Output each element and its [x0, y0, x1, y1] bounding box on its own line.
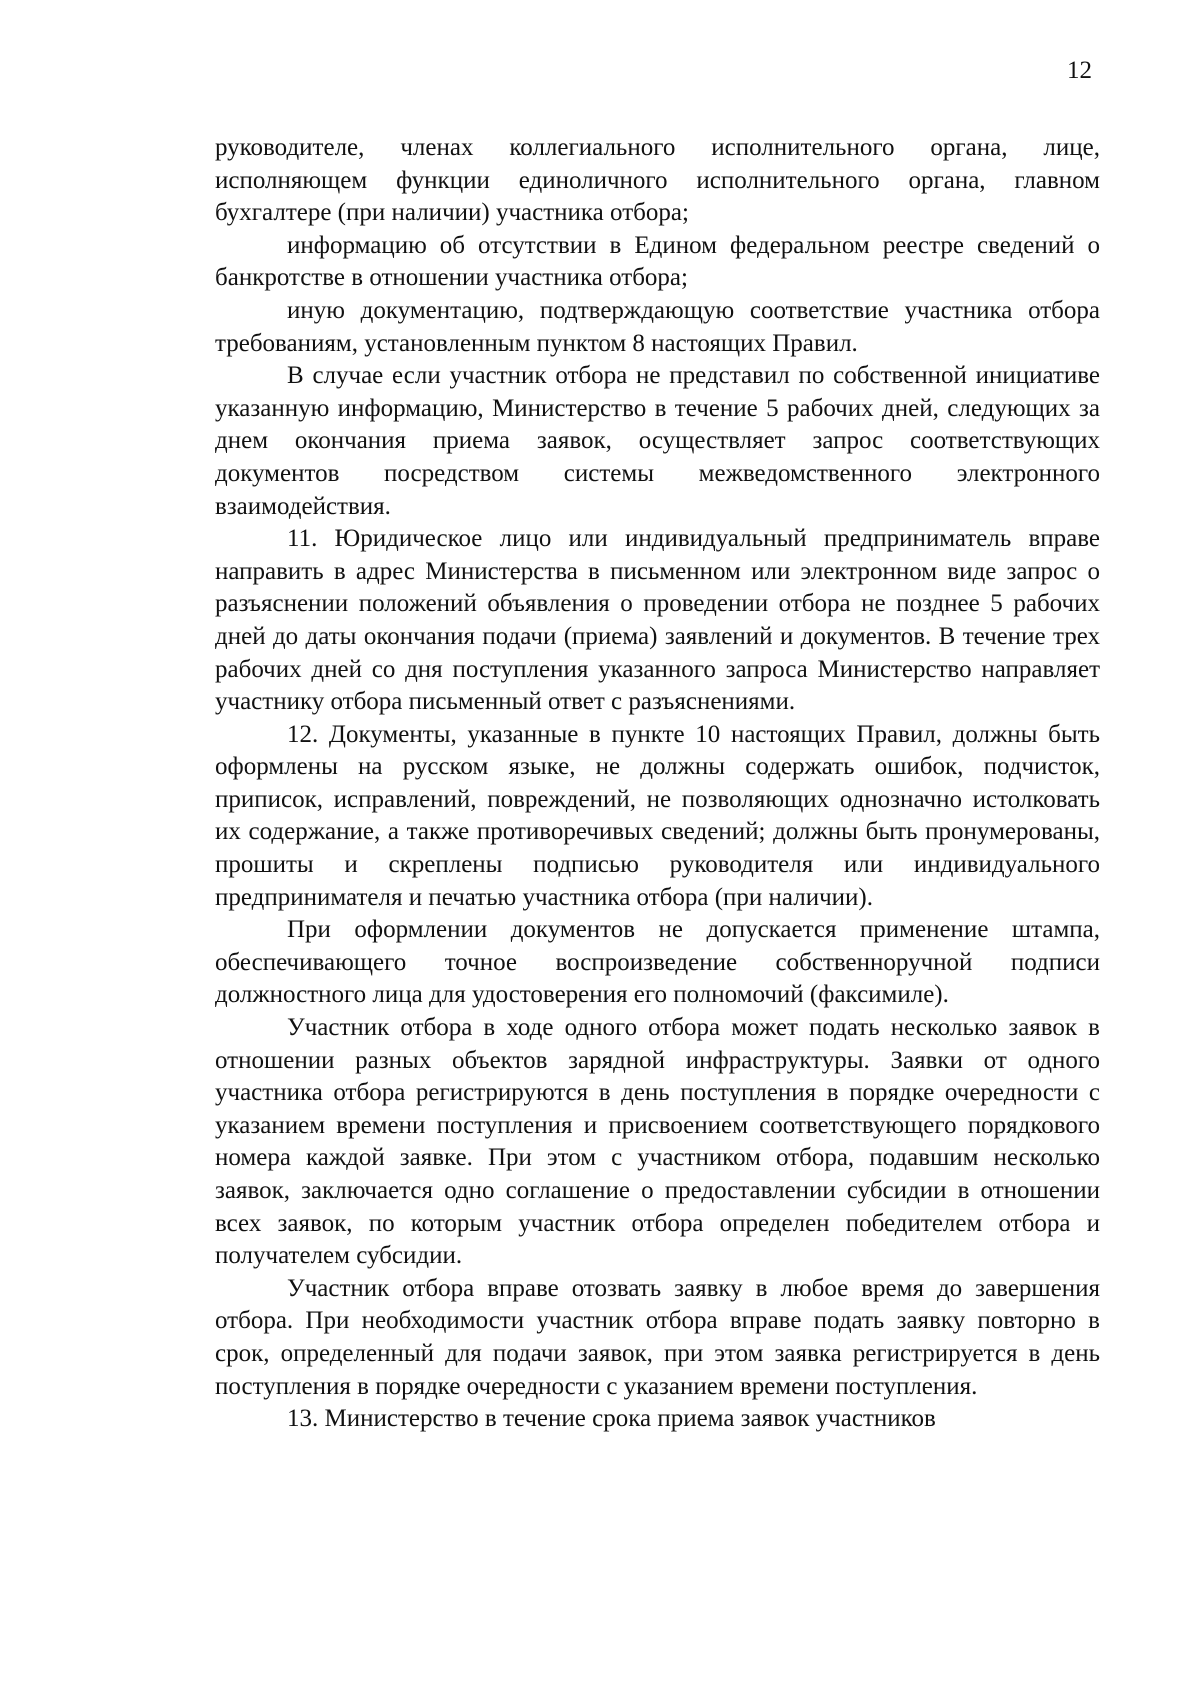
paragraph-clause-12: 12. Документы, указанные в пункте 10 настоящих Правил, должны быть оформлены на русском языке, не должны содержать ошибок, подчисток, приписок, исправлений, повреждений, не позволяющих однозначно истолковать их содержание, а также противоречивых сведений; должны быть пронумерованы, прошиты и скреплены подписью руководителя или индивидуального предпринимателя и печатью участника отбора (при наличии).: [215, 720, 1100, 911]
paragraph-withdraw-application: Участник отбора вправе отозвать заявку в любое время до завершения отбора. При необходимости участник отбора вправе подать заявку повторно в срок, определенный для подачи заявок, при этом заявка регистрируется в день поступления в порядке очередности с указанием времени поступления.: [215, 1274, 1100, 1400]
document-body: [215, 132, 1100, 1436]
paragraph-interagency-request: В случае если участник отбора не представил по собственной инициативе указанную информацию, Министерство в течение 5 рабочих дней, следующих за днем окончания приема заявок, осуществляет запрос соответствующих документов посредством системы межведомственного электронного взаимодействия.: [215, 362, 1100, 520]
paragraph-facsimile: При оформлении документов не допускается применение штампа, обеспечивающего точное воспроизведение собственноручной подписи должностного лица для удостоверения его полномочий (факсимиле).: [215, 916, 1100, 1009]
paragraph-multiple-applications: Участник отбора в ходе одного отбора может подать несколько заявок в отношении разных объектов зарядной инфраструктуры. Заявки от одного участника отбора регистрируются в день поступления в порядке очередности с указанием времени поступления и присвоением соответствующего порядкового номера каждой заявке. При этом с участником отбора, подавшим несколько заявок, заключается одно соглашение о предоставлении субсидии в отношении всех заявок, по которым участник отбора определен победителем отбора и получателем субсидии.: [215, 1014, 1100, 1270]
paragraph-clause-13: 13. Министерство в течение срока приема заявок участников: [287, 1405, 936, 1433]
paragraph-continued: руководителе, членах коллегиального исполнительного органа, лице, исполняющем функции единоличного исполнительного органа, главном бухгалтере (при наличии) участника отбора;: [215, 134, 1100, 227]
paragraph-other-documents: иную документацию, подтверждающую соответствие участника отбора требованиям, установленным пунктом 8 настоящих Правил.: [215, 296, 1100, 357]
paragraph-clause-11: 11. Юридическое лицо или индивидуальный предприниматель вправе направить в адрес Министерства в письменном или электронном виде запрос о разъяснении положений объявления о проведении отбора не позднее 5 рабочих дней до даты окончания подачи (приема) заявлений и документов. В течение трех рабочих дней со дня поступления указанного запроса Министерство направляет участнику отбора письменный ответ с разъяснениями.: [215, 525, 1100, 716]
page-number: 12: [1067, 57, 1092, 84]
paragraph-bankruptcy-info: информацию об отсутствии в Едином федеральном реестре сведений о банкротстве в отношении участника отбора;: [215, 231, 1100, 292]
